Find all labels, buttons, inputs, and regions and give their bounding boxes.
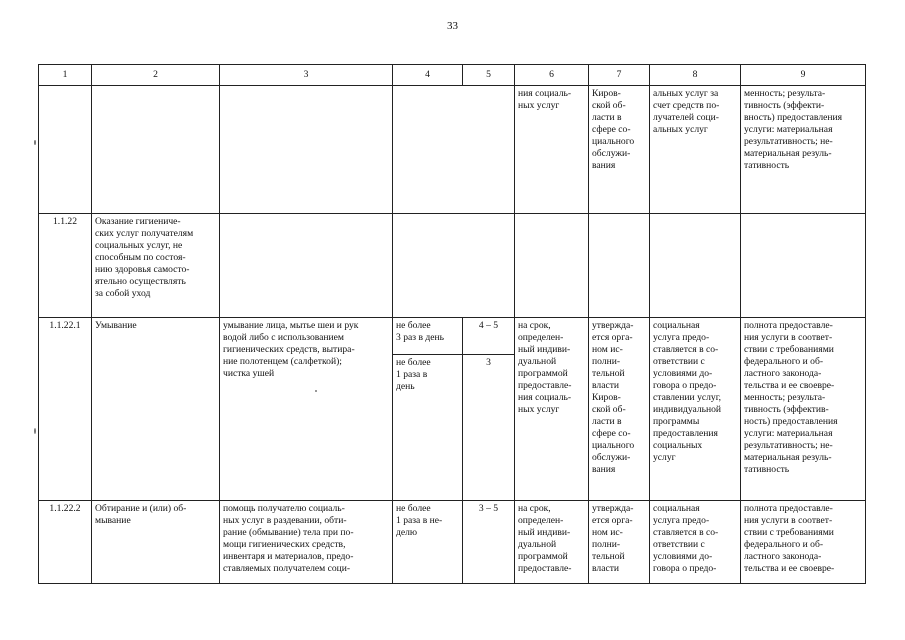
cell-empty: [650, 214, 741, 318]
cell-empty: [393, 214, 515, 318]
cell-time: 3 – 5: [463, 501, 515, 584]
cell-indicators: менность; результа- тивность (эффекти- вность) предоставления услуги: материальная результативность; не- материальная резуль- тативность: [741, 86, 866, 214]
header-col-4: 4: [393, 65, 463, 86]
header-col-1: 1: [39, 65, 92, 86]
services-table: [38, 64, 866, 584]
cell-term: ния социаль- ных услуг: [515, 86, 589, 214]
scan-speck: [34, 140, 36, 145]
cell-term: на срок, определен- ный индиви- дуальной программой предоставле- ния социаль- ных услуг: [515, 318, 589, 501]
cell-time: 4 – 5: [463, 318, 515, 355]
cell-empty: [220, 86, 393, 214]
cell-empty: [589, 214, 650, 318]
cell-time: 3: [463, 355, 515, 501]
page-number: 33: [447, 20, 458, 32]
header-row: [39, 65, 866, 86]
cell-service-name: Умывание: [92, 318, 220, 501]
table-row: [39, 318, 866, 355]
scan-speck: [315, 390, 317, 392]
cell-service-name: Обтирание и (или) об- мывание: [92, 501, 220, 584]
header-col-3: 3: [220, 65, 393, 86]
scan-speck: [34, 428, 36, 434]
cell-term: на срок, определен- ный индиви- дуальной программой предоставле-: [515, 501, 589, 584]
cell-indicators: полнота предоставле- ния услуги в соответ- ствии с требованиями федерального и об- ластного законода- тельства и ее своевре-: [741, 501, 866, 584]
table-row: [39, 214, 866, 318]
table-row: [39, 501, 866, 584]
cell-service-name: Оказание гигиениче- ских услуг получателям социальных услуг, не способным по состоя- нию здоровья самосто- ятельно осуществлять за собой уход: [92, 214, 220, 318]
cell-description: умывание лица, мытье шеи и рук водой либо с использованием гигиенических средств, вытира- ние полотенцем (салфеткой); чистка ушей: [220, 318, 393, 501]
header-col-6: 6: [515, 65, 589, 86]
cell-number: 1.1.22: [39, 214, 92, 318]
cell-frequency: не более 1 раза в не- делю: [393, 501, 463, 584]
cell-empty: [515, 214, 589, 318]
header-col-7: 7: [589, 65, 650, 86]
cell-empty: [39, 86, 92, 214]
cell-number: 1.1.22.1: [39, 318, 92, 501]
cell-frequency: не более 1 раза в день: [393, 355, 463, 501]
cell-empty: [92, 86, 220, 214]
header-col-8: 8: [650, 65, 741, 86]
cell-empty: [741, 214, 866, 318]
cell-conditions: социальная услуга предо- ставляется в со- ответствии с условиями до- говора о предо- ставлении услуг, индивидуальной программы предоставления социальных услуг: [650, 318, 741, 501]
header-col-5: 5: [463, 65, 515, 86]
cell-empty: [220, 214, 393, 318]
cell-conditions: альных услуг за счет средств по- лучателей соци- альных услуг: [650, 86, 741, 214]
cell-frequency: не более 3 раз в день: [393, 318, 463, 355]
cell-conditions: социальная услуга предо- ставляется в со- ответствии с условиями до- говора о предо-: [650, 501, 741, 584]
cell-indicators: полнота предоставле- ния услуги в соответ- ствии с требованиями федерального и об- ластного законода- тельства и ее своевре- менность; результа- тивность (эффектив- ность) предоставления услуги: материальная результативность; не- материальная резуль- тативность: [741, 318, 866, 501]
cell-description: помощь получателю социаль- ных услуг в раздевании, обти- рание (обмывание) тела при по- мощи гигиенических средств, инвентаря и материалов, предо- ставляемых получателем соци-: [220, 501, 393, 584]
cell-approved: Киров- ской об- ласти в сфере со- циального обслужи- вания: [589, 86, 650, 214]
header-col-2: 2: [92, 65, 220, 86]
header-col-9: 9: [741, 65, 866, 86]
cell-empty: [393, 86, 515, 214]
cell-approved: утвержда- ется орга- ном ис- полни- тельной власти: [589, 501, 650, 584]
continuation-row: [39, 86, 866, 214]
cell-approved: утвержда- ется орга- ном ис- полни- тельной власти Киров- ской об- ласти в сфере со- циального обслужи- вания: [589, 318, 650, 501]
cell-number: 1.1.22.2: [39, 501, 92, 584]
